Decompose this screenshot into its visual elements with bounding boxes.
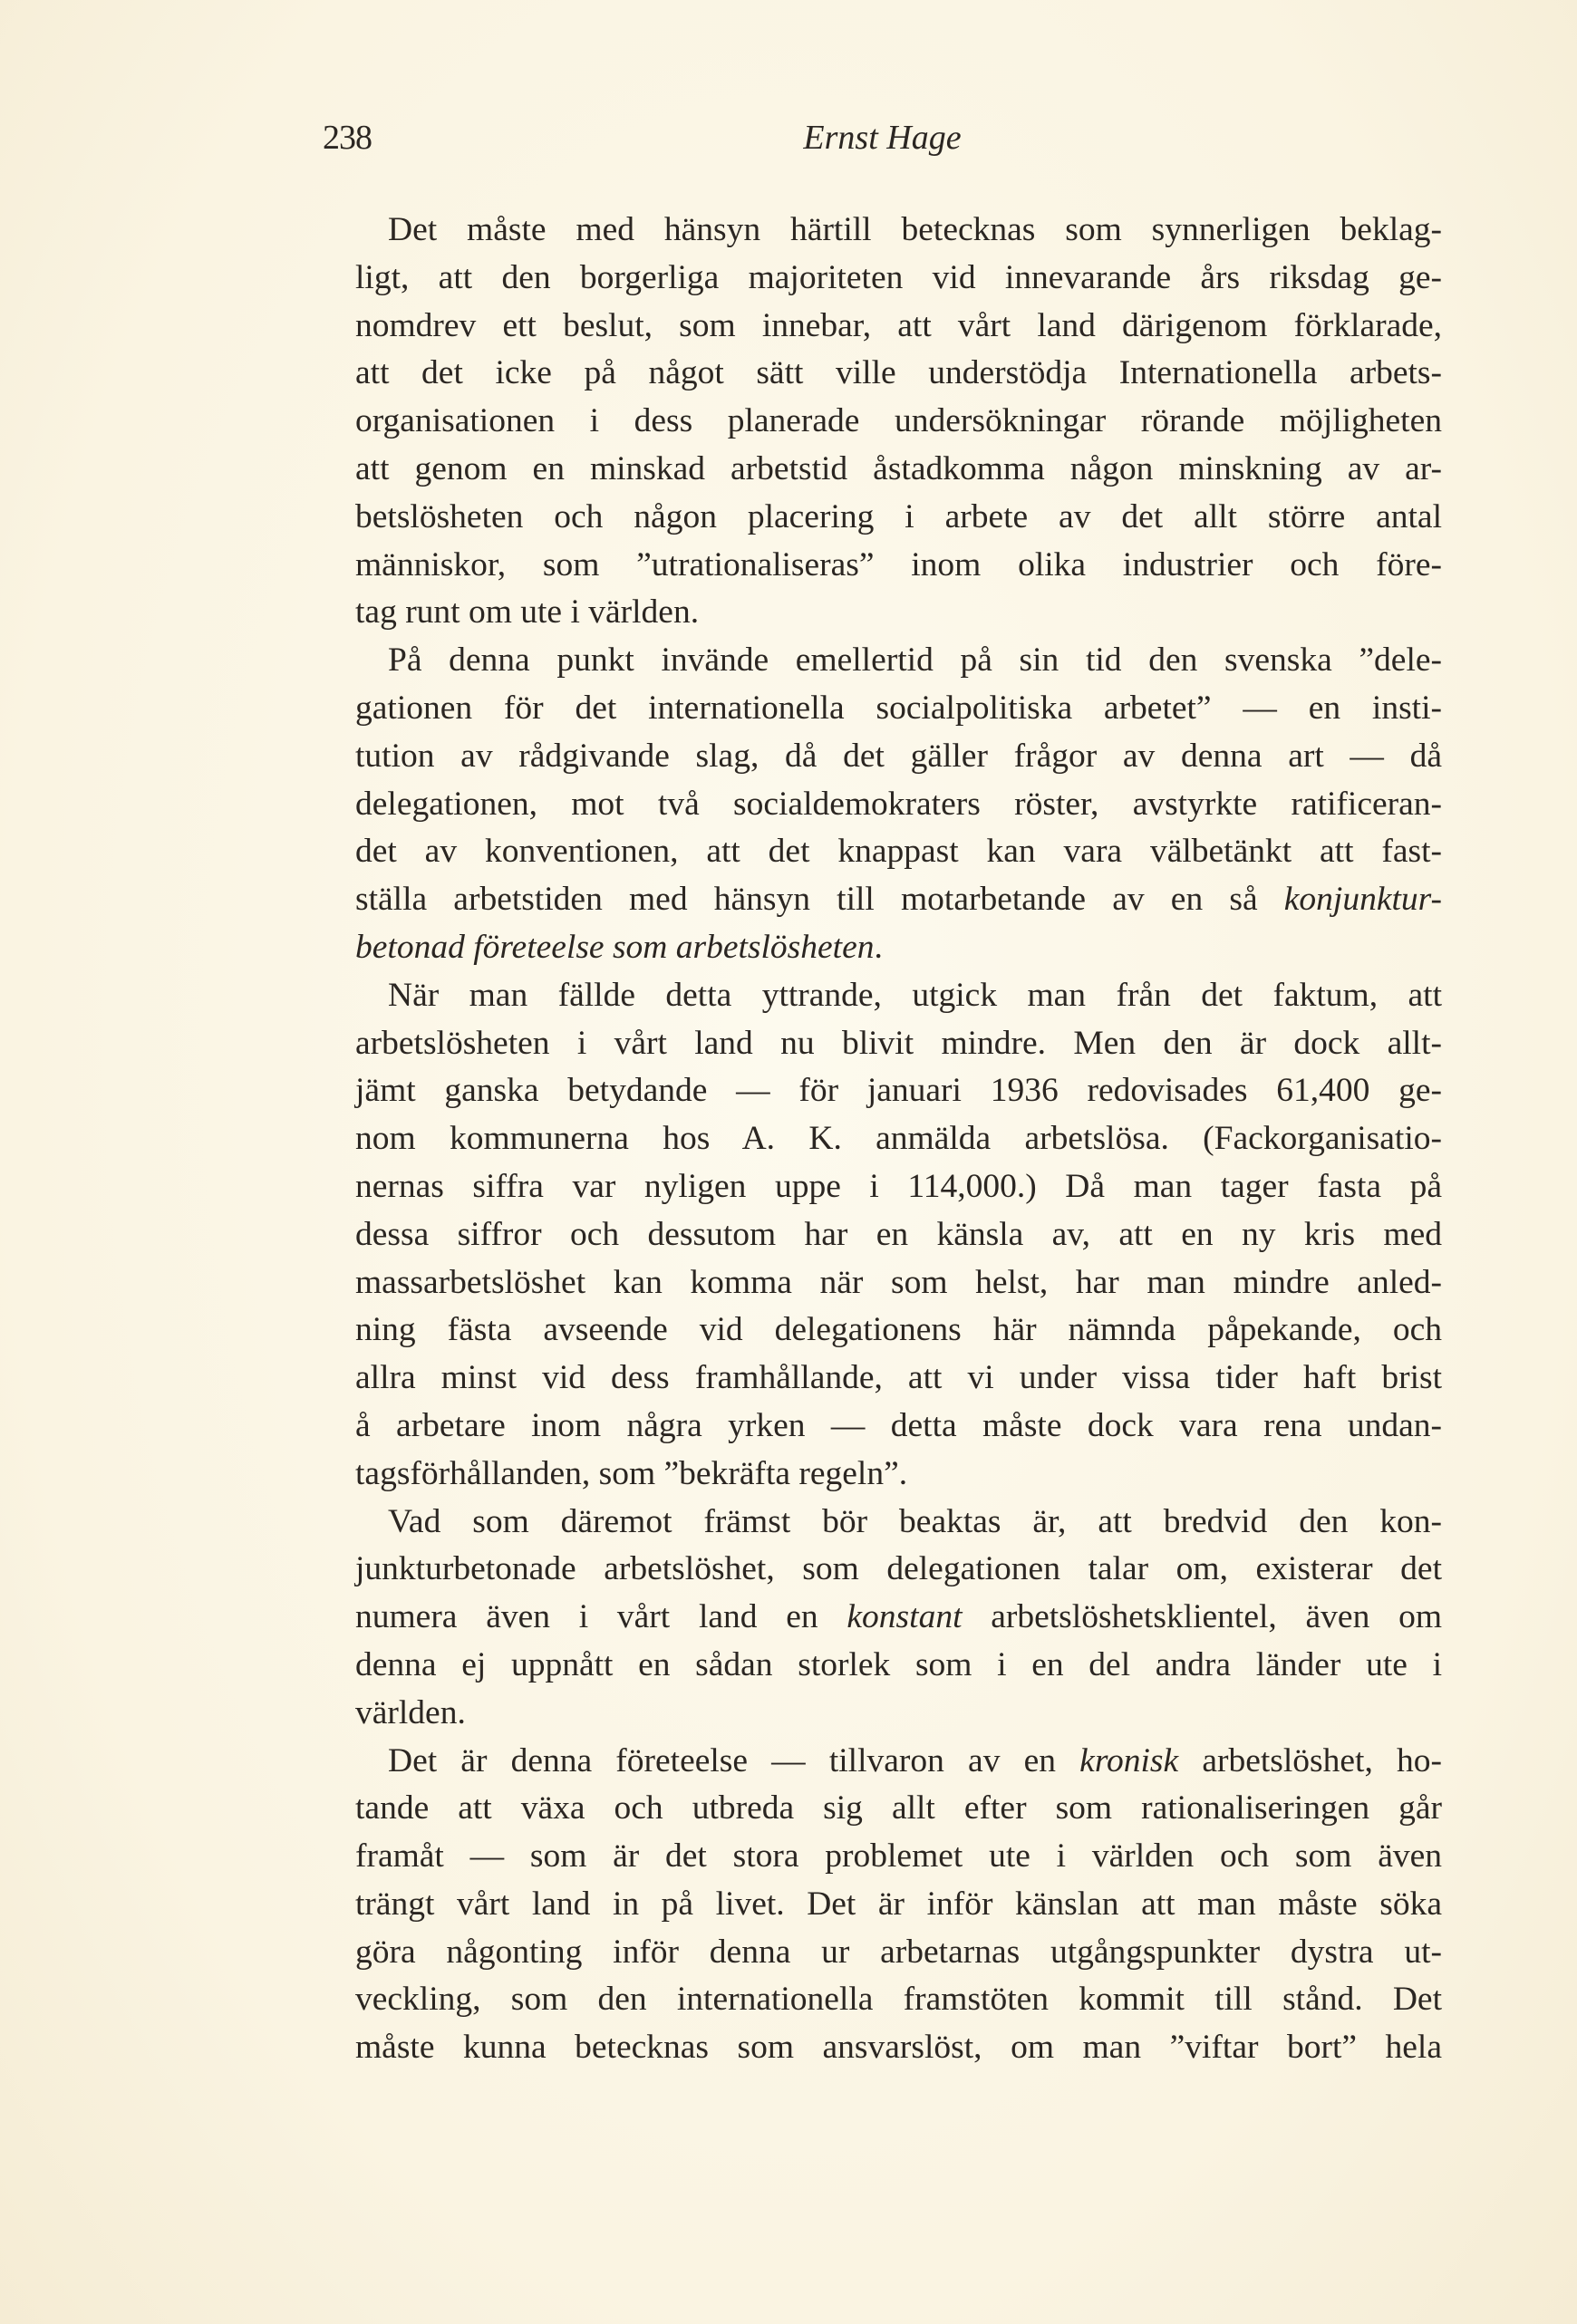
paragraph [323,972,1442,1499]
text-line [323,1929,1442,1977]
text-run: junkturbetonade arbetslöshet, som delegationen talar om, existerar det [355,1550,1442,1588]
text-line [323,685,1442,733]
text-run: arbetslösheten i vårt land nu blivit mindre. Men den är dock allt- [355,1024,1442,1062]
text-run: dessa siffror och dessutom har en känsla av, att en ny kris med [355,1215,1442,1253]
text-line [323,350,1442,398]
text-run: göra någonting inför denna ur arbetarnas utgångspunkter dystra ut- [355,1933,1442,1971]
paragraph [323,207,1442,637]
text-run: nomdrev ett beslut, som innebar, att vårt land därigenom förklarade, [355,306,1442,344]
text-run: veckling, som den internationella framstöten kommit till stånd. Det [355,1981,1442,2019]
text-line [323,1738,1442,1786]
text-run: delegationen, mot två socialdemokraters röster, avstyrkte ratificeran- [355,785,1442,823]
text-line [323,2024,1442,2072]
text-run: trängt vårt land in på livet. Det är inför känslan att man måste söka [355,1885,1442,1923]
text-run: ning fästa avseende vid delegationens här nämnda påpekande, och [355,1311,1442,1349]
text-line [323,733,1442,781]
text-line [323,1499,1442,1547]
text-run: arbetslöshetsklientel, även om [962,1598,1442,1636]
text-run: massarbetslöshet kan komma när som helst, har man mindre anled- [355,1263,1442,1301]
text-run: ligt, att den borgerliga majoriteten vid innevarande års riksdag ge- [355,258,1442,296]
text-line [323,1976,1442,2024]
text-line [323,637,1442,685]
text-line [323,1546,1442,1594]
text-line [323,1307,1442,1355]
text-run: . [874,928,883,966]
text-line [323,1211,1442,1259]
text-line [323,542,1442,590]
paragraph [323,1499,1442,1738]
text-line [323,1163,1442,1211]
text-line [323,589,1442,637]
text-run: ställa arbetstiden med hänsyn till motarbetande av en så [355,881,1284,919]
text-run: organisationen i dess planerade undersökningar rörande möjligheten [355,402,1442,440]
paragraph [323,637,1442,972]
text-line [323,1785,1442,1833]
text-run: måste kunna betecknas som ansvarslöst, om man ”viftar bort” hela [355,2029,1442,2067]
text-run: å arbetare inom några yrken — detta måste dock vara rena undan- [355,1406,1442,1444]
text-run: framåt — som är det stora problemet ute i världen och som även [355,1837,1442,1876]
italic-emphasis: konstant [847,1598,963,1636]
text-line [323,1403,1442,1451]
text-run: denna ej uppnått en sådan storlek som i en del andra länder ute i [355,1645,1442,1683]
text-run: det av konventionen, att det knappast kan vara välbetänkt att fast- [355,833,1442,871]
text-line [323,972,1442,1020]
text-line [323,1833,1442,1881]
text-run: arbetslöshet, ho- [1178,1741,1442,1779]
italic-emphasis: betonad företeelse som arbetslösheten [355,928,875,966]
text-run: tag runt om ute i världen. [355,593,700,632]
body-text [323,207,1442,2072]
text-run: tution av rådgivande slag, då det gäller frågor av denna art — då [355,737,1442,775]
text-line [323,1690,1442,1738]
text-line [323,1115,1442,1163]
text-line [323,446,1442,494]
text-run: Vad som däremot främst bör beaktas är, att bredvid den kon- [388,1502,1442,1540]
text-line [323,1355,1442,1403]
text-line [323,876,1442,924]
text-run: På denna punkt invände emellertid på sin tid den svenska ”dele- [388,641,1442,680]
text-line [323,255,1442,303]
text-line [323,1259,1442,1307]
text-line [323,207,1442,255]
text-line [323,398,1442,446]
text-line [323,1881,1442,1929]
text-run: nom kommunerna hos A. K. anmälda arbetslösa. (Fackorganisatio- [355,1120,1442,1158]
text-run: människor, som ”utrationaliseras” inom olika industrier och före- [355,545,1442,583]
text-run: betslösheten och någon placering i arbete av det allt större antal [355,497,1442,535]
text-line [323,494,1442,542]
text-run: gationen för det internationella socialpolitiska arbetet” — en insti- [355,689,1442,727]
page-header [323,118,1442,172]
text-run: att genom en minskad arbetstid åstadkomma någon minskning av ar- [355,449,1442,487]
text-line [323,1642,1442,1690]
text-line [323,303,1442,351]
text-line [323,781,1442,829]
text-line [323,1594,1442,1642]
text-line [323,1067,1442,1115]
text-line [323,924,1442,972]
italic-emphasis: kronisk [1079,1741,1179,1779]
page-number: 238 [323,119,372,157]
text-run: Det måste med hänsyn härtill betecknas som synnerligen beklag- [388,211,1442,248]
text-run: tagsförhållanden, som ”bekräfta regeln”. [355,1454,908,1492]
text-run: att det icke på något sätt ville understödja Internationella arbets- [355,354,1442,392]
text-run: tande att växa och utbreda sig allt efter som rationaliseringen går [355,1789,1442,1827]
text-run: jämt ganska betydande — för januari 1936 redovisades 61,400 ge- [355,1072,1442,1110]
text-line [323,828,1442,876]
text-run: numera även i vårt land en [355,1598,847,1636]
text-line [323,1451,1442,1499]
paragraph [323,1738,1442,2073]
text-line [323,1020,1442,1068]
text-run: nernas siffra var nyligen uppe i 114,000.) Då man tager fasta på [355,1167,1442,1205]
text-run: När man fällde detta yttrande, utgick man från det faktum, att [388,976,1442,1014]
text-run: Det är denna företeelse — tillvaron av en [388,1741,1080,1779]
text-run: världen. [355,1693,466,1731]
italic-emphasis: konjunktur- [1283,881,1442,919]
running-head-author: Ernst Hage [803,119,962,157]
text-run: allra minst vid dess framhållande, att vi under vissa tider haft brist [355,1359,1442,1397]
